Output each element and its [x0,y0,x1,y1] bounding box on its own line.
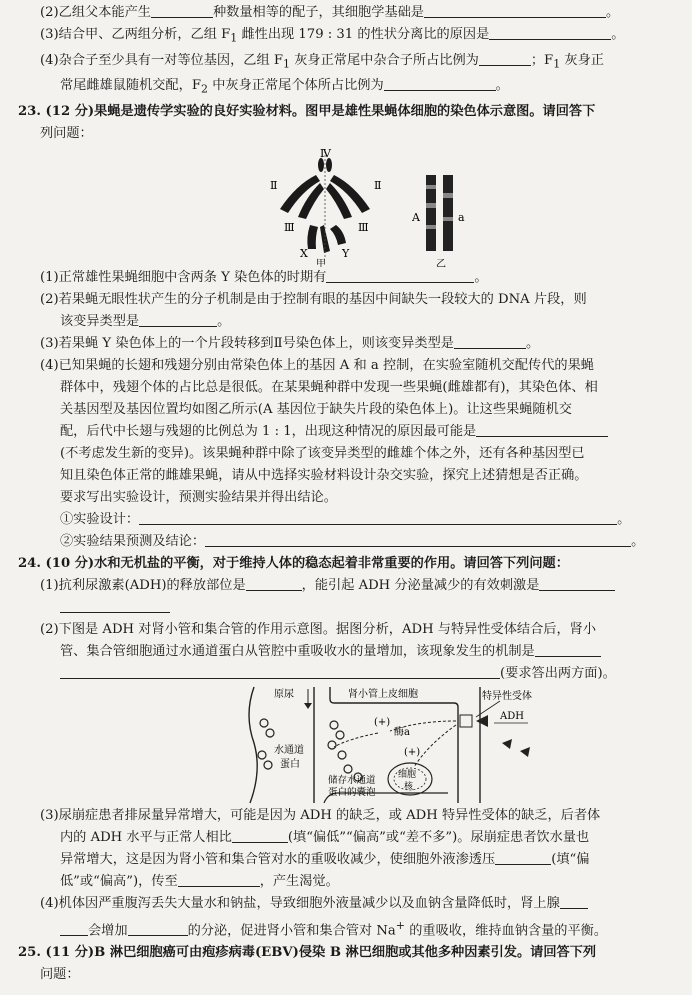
q24-2-l2: 管、集合管细胞通过水通道蛋白从管腔中重吸收水的量增加，该现象发生的机制是 [18,641,678,663]
q22-line-5: 常尾雌雄鼠随机交配，$F_2$ 中灰身正常尾个体所占比例为 。 [60,78,509,96]
q22-line-3: (3)结合甲、乙两组分析，乙组 $F_1$ 雌性出现 179 : 31 的性状分离比的原因是 。 [40,27,625,45]
answer-blank[interactable] [489,25,611,40]
q23-2-cont: 该变异类型是 。 [60,313,231,329]
q23-4-l2: 群体中，残翅个体的占比总是很低。在某果蝇种群中发现一些果蝇(雌雄都有)，其染色体、相 [60,379,598,395]
q24-3-l2: 内的 ADH 水平与正常人相比 (填“偏低”“偏高”或“差不多”)。尿崩症患者饮水量也 [60,829,590,845]
answer-blank[interactable] [535,642,601,657]
q23-4-l4: 配，后代中长翅与残翅的比例总为 1 : 1，出现这种情况的原因最可能是 [18,421,678,443]
adh-mechanism-figure [18,685,678,805]
label-epithelium: 肾小管上皮细胞 [348,688,418,700]
label-enzyme: 酶a [394,726,410,738]
q23-4-l5: (不考虑发生新的变异)。该果蝇种群中除了该变异类型的雌雄个体之外，还有各种基因型已 [60,445,585,461]
q22-line-2: (2)乙组父本能产生 种数量相等的配子，其细胞学基础是 。 [40,5,620,20]
q23-4-l3: 关基因型及基因位置均如图乙所示(A 基因位于缺失片段的染色体上)。让这些果蝇随机交 [60,401,572,417]
q23-4-l9: ②实验结果预测及结论： 。 [60,533,645,549]
gene-label-a-lower: a [458,210,465,224]
q23-4-l8: ①实验设计： 。 [60,511,631,527]
chromosome-diagram [18,145,678,267]
label-receptor: 特异性受体 [482,690,532,702]
q24-3: (3)尿崩症患者排尿量异常增大，可能是因为 ADH 的缺乏，或 ADH 特异性受体的缺乏，后者体 [40,807,601,823]
answer-blank[interactable] [205,532,631,547]
answer-blank[interactable] [60,664,500,679]
label-nucleus-2: 核 [404,781,414,792]
answer-blank[interactable] [495,850,551,865]
answer-blank[interactable] [151,3,213,18]
answer-blank[interactable] [476,422,608,437]
label-vesicle-2: 蛋白的囊泡 [328,786,376,798]
q25-heading: 25. (11 分)B 淋巴细胞癌可由疱疹病毒(EBV)侵染 B 淋巴细胞或其他多种因素引发。请回答下列 [18,945,597,961]
answer-blank[interactable] [384,76,496,91]
q23-4: (4)已知果蝇的长翅和残翅分别由常染色体上的基因 A 和 a 控制，在实验室随机交配传代的果蝇 [40,357,594,373]
q22-line-4: (4)杂合子至少具有一对等位基因，乙组 $F_1$ 灰身正常尾中杂合子所占比例为 ；$F_1$ 灰身正 [40,52,604,71]
q24-4-l2: 会增加 的分泌，促进肾小管和集合管对 Na+ 的重吸收，维持血钠含量的平衡。 [18,915,678,942]
label-protein: 蛋白 [280,758,300,770]
adh-diagram [18,685,678,805]
q23-heading: 23. (12 分)果蝇是遗传学实验的良好实验材料。图甲是雄性果蝇体细胞的染色体示意图。请回答下 [18,103,596,119]
label-roman-4: Ⅳ [320,146,331,160]
answer-blank[interactable] [454,334,526,349]
answer-blank[interactable] [246,576,302,591]
answer-blank[interactable] [178,872,260,887]
q24-heading: 24. (10 分)水和无机盐的平衡，对于维持人体的稳态起着非常重要的作用。请回答下列问题： [18,555,569,571]
label-roman-3-left: Ⅲ [284,220,295,234]
answer-blank[interactable] [539,576,615,591]
q23-2: (2)若果蝇无眼性状产生的分子机制是由于控制有眼的基因中间缺失一段较大的 DNA 片段，则 [40,291,587,307]
caption-jia: 甲 [316,258,326,267]
label-plus-2: (+) [404,746,421,758]
label-roman-2-left: Ⅱ [270,178,278,192]
answer-blank[interactable] [139,312,217,327]
gene-label-a-upper: A [412,210,420,224]
label-channel: 水通道 [274,744,304,756]
answer-blank[interactable] [232,828,288,843]
q24-1: (1)抗利尿激素(ADH)的释放部位是 ，能引起 ADH 分泌量减少的有效刺激是 [18,575,678,597]
label-plus-1: (+) [374,716,391,728]
answer-blank[interactable] [326,268,474,283]
answer-blank[interactable] [60,921,88,936]
q23-4-l7: 要求写出实验设计，预测实验结果并得出结论。 [60,489,337,505]
label-nucleus-1: 细胞 [398,769,417,780]
label-urine: 原尿 [274,688,294,700]
caption-yi: 乙 [436,258,446,267]
q25-heading-cont: 问题： [40,967,80,983]
answer-blank[interactable] [139,510,617,525]
q23-3: (3)若果蝇 Y 染色体上的一个片段转移到Ⅱ号染色体上，则该变异类型是 。 [40,335,540,351]
q24-1-cont [18,597,678,619]
answer-blank[interactable] [560,894,588,909]
answer-blank[interactable] [424,3,606,18]
q24-2: (2)下图是 ADH 对肾小管和集合管的作用示意图。据图分析，ADH 与特异性受体结合后，肾小 [40,621,597,637]
q23-4-l6: 知且染色体正常的雌雄果蝇，请从中选择实验材料设计杂交实验，探究上述猜想是否正确。 [60,467,588,483]
label-roman-2-right: Ⅱ [374,178,382,192]
label-adh: ADH [500,710,524,722]
q23-heading-cont: 列问题： [40,125,93,141]
label-x: X [300,246,308,260]
answer-blank[interactable] [479,51,531,66]
q23-1: (1)正常雄性果蝇细胞中含两条 Y 染色体的时期有 。 [40,269,488,285]
answer-blank[interactable] [60,598,170,613]
q24-3-l4: 低”或“偏高”)，传至 ，产生渴觉。 [60,873,339,889]
q24-3-l3: 异常增大，这是因为肾小管和集合管对水的重吸收减少，使细胞外液渗透压 (填“偏 [60,851,590,867]
chromosome-pair-yi [426,175,453,251]
q24-4: (4)机体因严重腹泻丢失大量水和钠盐，导致细胞外液量减少以及血钠含量降低时，肾上腺 [18,893,678,915]
label-y: Y [342,246,350,260]
label-vesicle-1: 储存水通道 [328,774,376,786]
q24-2-l3: (要求答出两方面)。 [18,663,678,685]
answer-blank[interactable] [128,921,188,936]
chromosome-figure [18,145,678,267]
label-roman-3-right: Ⅲ [358,220,369,234]
